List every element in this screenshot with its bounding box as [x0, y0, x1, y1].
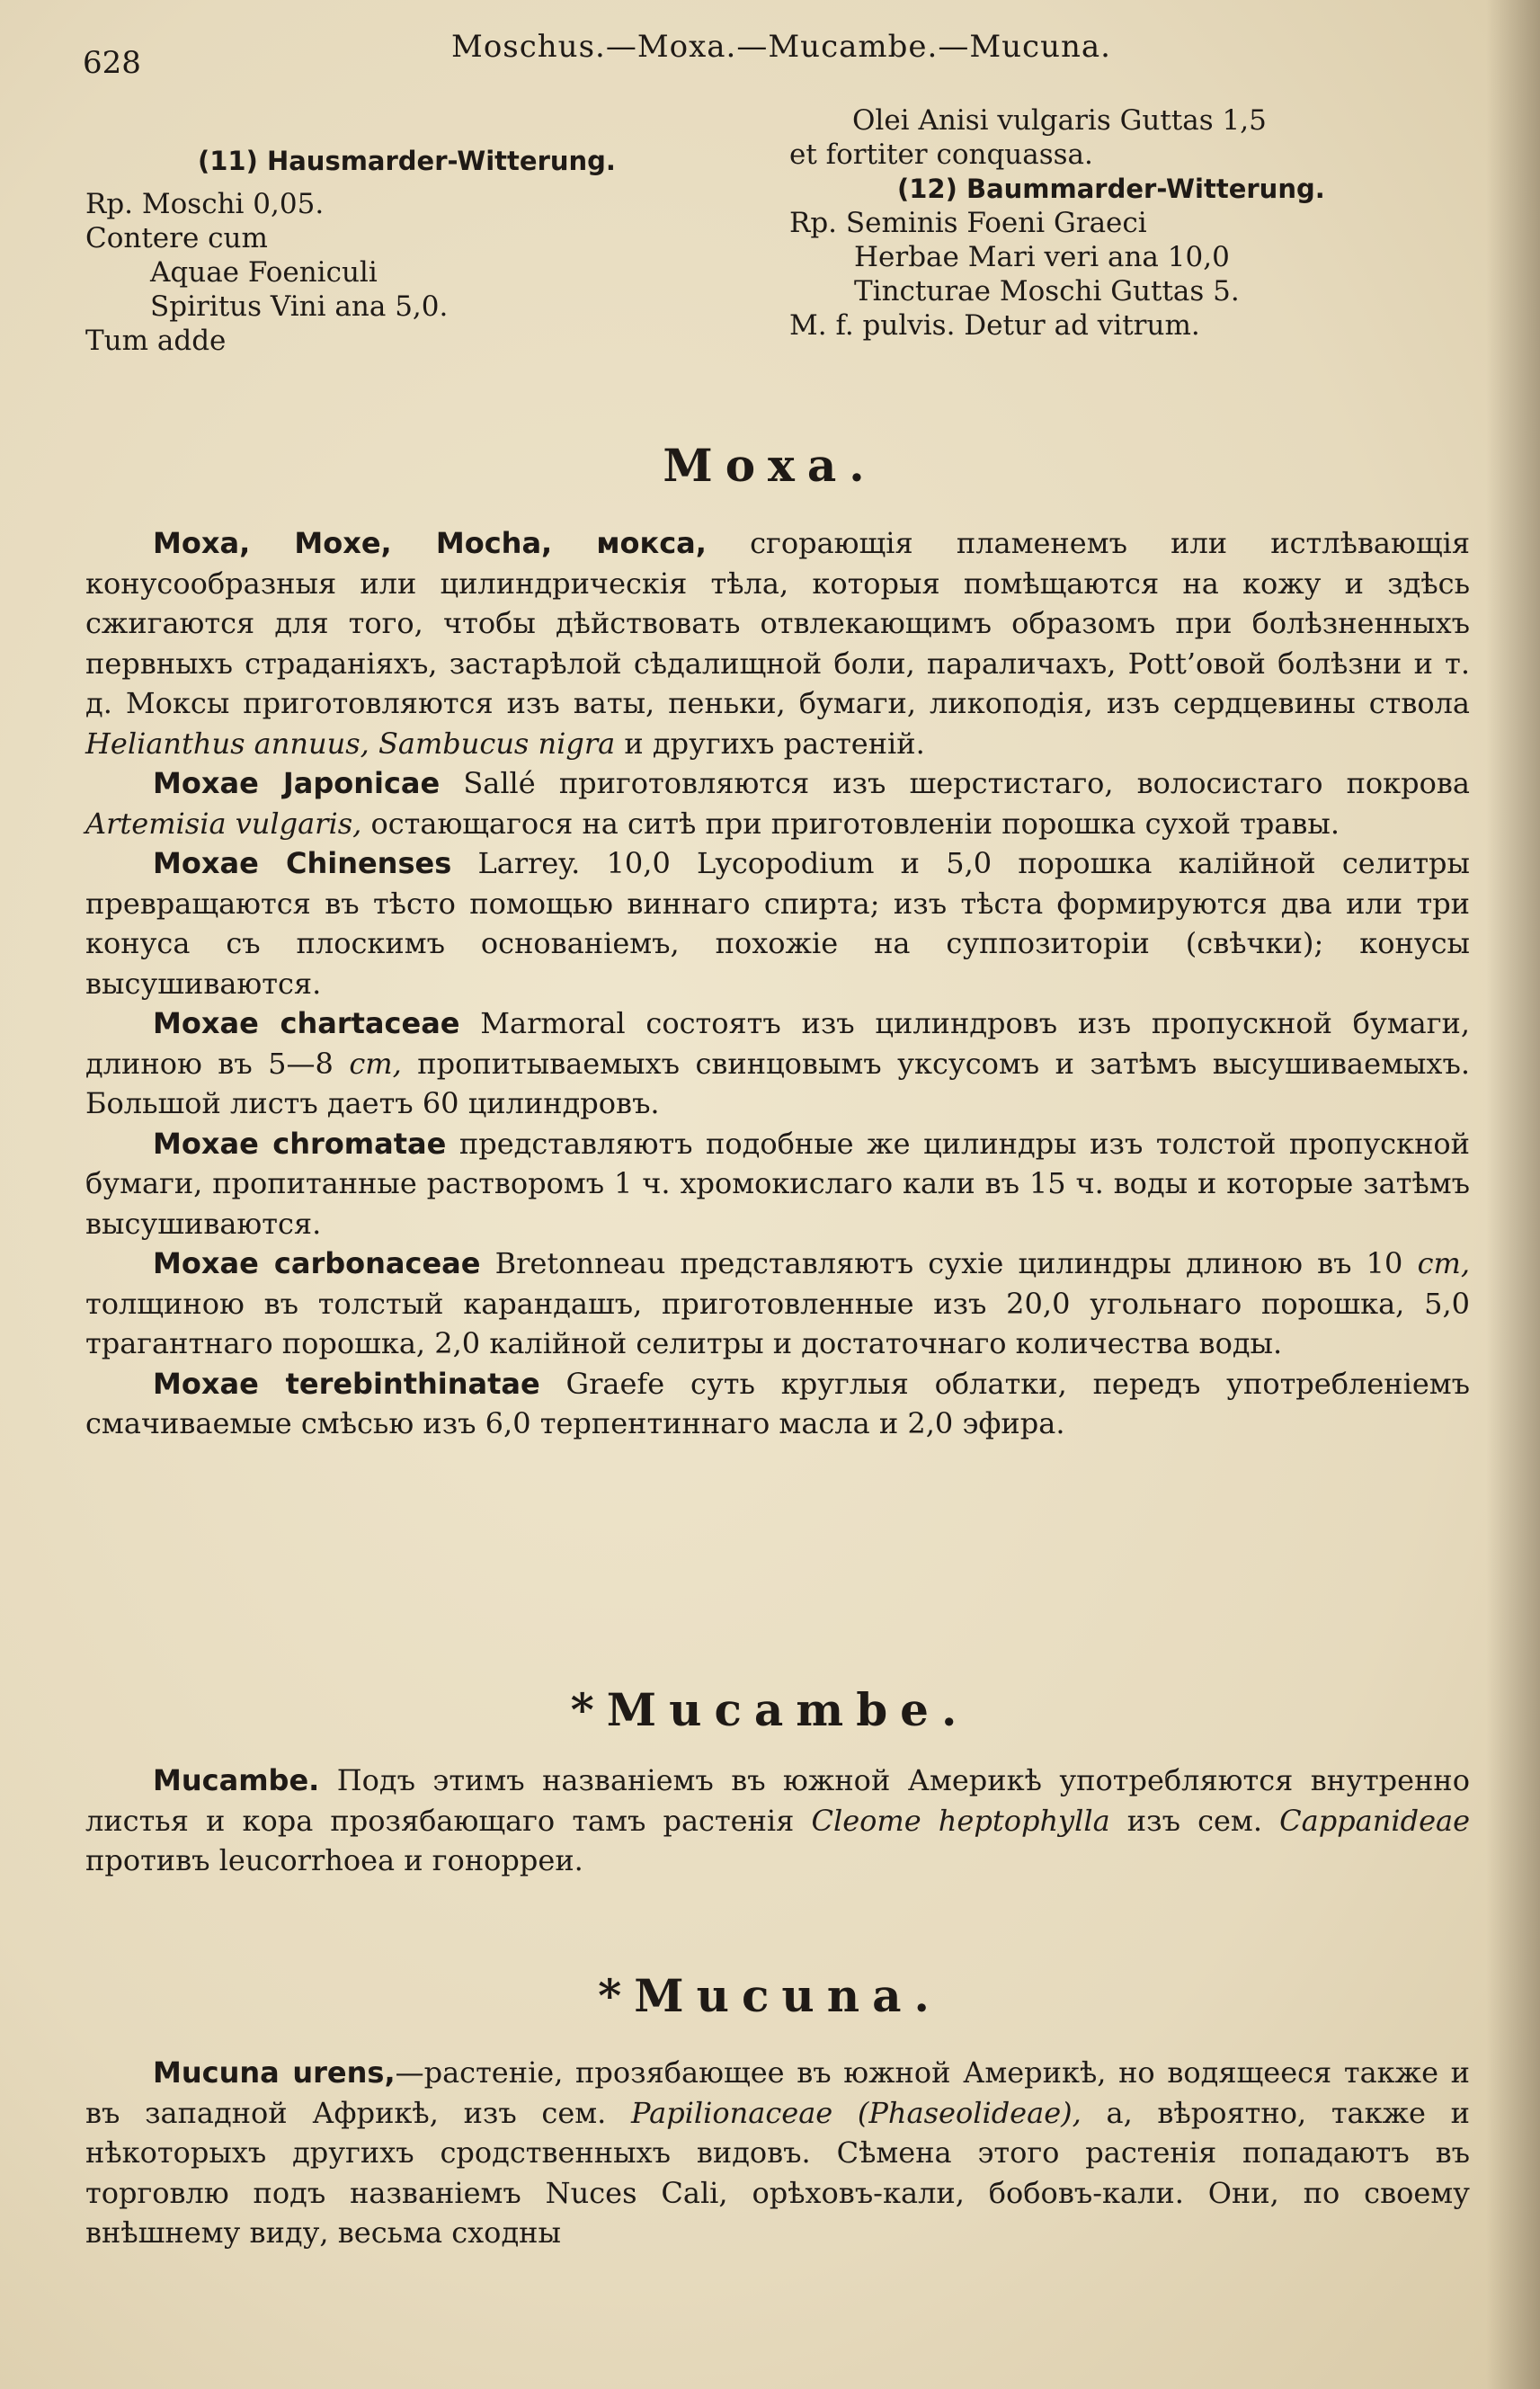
formula-line: Rp. Moschi 0,05. — [85, 188, 325, 220]
mucuna-paragraph — [85, 2053, 1470, 2253]
formula-line: Contere cum — [85, 222, 268, 254]
paragraph-text: а, вѣроятно, также и нѣкоторыхъ другихъ сродственныхъ видовъ. Сѣмена этого растенія попадаютъ въ торговлю подъ названіемъ Nuces Cali, орѣховъ-кали, бобовъ-кали. Они, по своему внѣшнему виду, весьма сходны — [85, 2095, 1471, 2250]
formula-line: Spiritus Vini ana 5,0. — [150, 290, 449, 323]
paragraph-text: —растеніе, прозябающее въ южной Америкѣ, но водящееся также и въ западной Африкѣ, изъ сем. — [85, 2055, 1470, 2130]
paragraph-text: Bretonneau представляютъ сухіе цилиндры длиною въ 10 — [480, 1246, 1418, 1280]
paragraph — [85, 1124, 1470, 1244]
paragraph-text: Подъ этимъ названіемъ въ южной Америкѣ употребляются внутренно листья и кора прозябающаго тамъ растенія — [85, 1763, 1470, 1838]
paragraph-text: остающагося на ситѣ при приготовленіи порошка сухой травы. — [361, 806, 1340, 841]
term: Mucuna urens, — [153, 2055, 396, 2090]
formula-line: Aquae Foeniculi — [150, 256, 378, 289]
heading-mucambe: *Mucambe. — [570, 1683, 970, 1736]
latin-term: Papilionaceae (Phaseolideae), — [631, 2095, 1082, 2130]
paragraph-text: Graefe суть круглыя облатки, передъ употребленіемъ смачиваемые смѣсью изъ 6,0 терпентиннаго масла и 2,0 эфира. — [85, 1366, 1470, 1440]
heading-mucuna: *Mucuna. — [598, 1969, 942, 2022]
paragraph-text: изъ сем. — [1109, 1803, 1280, 1838]
paragraph — [85, 843, 1470, 1003]
formula-12 — [789, 103, 1437, 343]
paragraph-text: противъ leucorrhoea и гонорреи. — [85, 1843, 583, 1877]
formula-line: Tincturae Moschi Guttas 5. — [854, 275, 1240, 308]
term: Mucambe. — [153, 1763, 320, 1797]
paragraph-text: пропитываемыхъ свинцовымъ уксусомъ и затѣмъ высушиваемыхъ. Большой листъ даетъ 60 цилиндровъ. — [85, 1046, 1471, 1120]
paragraph-text: Sallé приготовляются изъ шерстистаго, волосистаго покрова — [440, 766, 1471, 800]
formula-line: M. f. pulvis. Detur ad vitrum. — [789, 309, 1200, 342]
term: Moxae Chinenses — [153, 846, 452, 880]
paragraph-text: и другихъ растеній. — [615, 726, 925, 761]
page-spine-shadow — [1486, 0, 1540, 2389]
latin-term: Artemisia vulgaris, — [85, 806, 362, 841]
paragraph-text: Marmoral состоятъ изъ цилиндровъ изъ пропускной бумаги, длиною въ 5—8 — [85, 1006, 1471, 1081]
paragraph — [85, 1364, 1470, 1444]
paragraph-text: Larrey. 10,0 Lycopodium и 5,0 порошка калійной селитры превращаются въ тѣсто помощью виннаго спирта; изъ тѣста формируются два или три конуса съ плоскимъ основаніемъ, похожіе на суппозиторіи (свѣчки); конусы высушиваются. — [85, 846, 1471, 1001]
term: Moxa, Moxe, Mocha, мокса, — [153, 526, 707, 560]
paragraph — [85, 2053, 1470, 2253]
paragraph-text: представляютъ подобные же цилиндры изъ толстой пропускной бумаги, пропитанные растворомъ 1 ч. хромокислаго кали въ 15 ч. воды и которые затѣмъ высушиваются. — [85, 1126, 1471, 1241]
formula-line: Tum adde — [85, 325, 227, 357]
formula-11-title: (11) Hausmarder-Witterung. — [198, 146, 616, 176]
formula-11 — [85, 144, 769, 358]
moxa-paragraphs — [85, 523, 1470, 1444]
formula-line: Herbae Mari veri ana 10,0 — [854, 241, 1230, 273]
term: Moxae chartaceae — [153, 1006, 460, 1040]
paragraph — [85, 1244, 1470, 1364]
paragraph — [85, 523, 1470, 763]
term: Moxae carbonaceae — [153, 1246, 481, 1280]
formula-12-title: (12) Baummarder-Witterung. — [897, 174, 1325, 204]
running-title: Moschus.—Moxa.—Mucambe.—Mucuna. — [451, 29, 1111, 65]
term: Moxae Japonicae — [153, 766, 441, 800]
unit: cm, — [1417, 1246, 1471, 1280]
paragraph — [85, 763, 1470, 843]
running-header — [83, 25, 1432, 81]
term: Moxae terebinthinatae — [153, 1366, 540, 1401]
formula-line: et fortiter conquassa. — [789, 138, 1093, 171]
mucambe-paragraph — [85, 1761, 1470, 1881]
paragraph — [85, 1761, 1470, 1881]
term: Moxae chromatae — [153, 1126, 447, 1161]
paragraph-text: сгорающія пламенемъ или истлѣвающія конусообразныя или цилиндрическія тѣла, которыя помѣщаются на кожу и здѣсь сжигаются для того, чтобы дѣйствовать отвлекающимъ образомъ при болѣзненныхъ первныхъ страданіяхъ, застарѣлой сѣдалищной боли, параличахъ, Pott’овой болѣзни и т. д. Моксы приготовляются изъ ваты, пеньки, бумаги, ликоподія, изъ сердцевины ствола — [85, 526, 1471, 720]
latin-term: Helianthus annuus, Sambucus nigra — [85, 726, 616, 761]
paragraph — [85, 1003, 1470, 1124]
formula-line: Rp. Seminis Foeni Graeci — [789, 207, 1147, 239]
unit: cm, — [349, 1046, 402, 1081]
page-number: 628 — [83, 45, 141, 81]
formula-line: Olei Anisi vulgaris Guttas 1,5 — [852, 104, 1267, 137]
latin-term: Cappanideae — [1279, 1803, 1471, 1838]
heading-moxa: Moxa. — [663, 439, 877, 492]
latin-term: Cleome heptophylla — [811, 1803, 1110, 1838]
paragraph-text: толщиною въ толстый карандашъ, приготовленные изъ 20,0 угольнаго порошка, 5,0 трагантнаго порошка, 2,0 калійной селитры и достаточнаго количества воды. — [85, 1286, 1470, 1360]
